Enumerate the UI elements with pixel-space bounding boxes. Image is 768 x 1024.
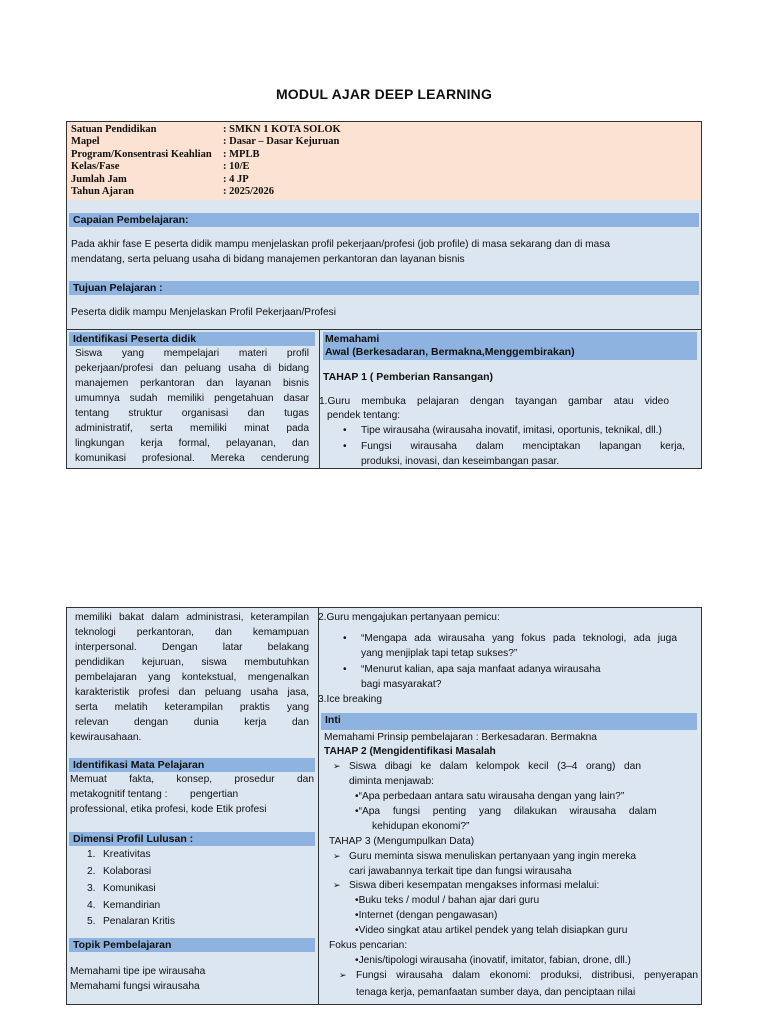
topik-header: Topik Pembelajaran (69, 938, 315, 952)
peserta-continuation-last: kewirausahaan. (70, 732, 142, 743)
column-divider (318, 608, 319, 1004)
question-2: bagi masyarakat? (361, 679, 442, 690)
dimensi-item: Kemandirian (103, 900, 161, 911)
tahap2-item: diminta menjawab: (349, 776, 434, 787)
identifikasi-peserta-header: Identifikasi Peserta didik (69, 332, 315, 346)
tahap2-item: Siswa dibagi ke dalam kelompok kecil (3–4 orang) dan (349, 761, 641, 772)
step1-text: 1.Guru membuka pelajaran dengan tayangan gambar atau video (319, 396, 669, 407)
page1-table (66, 121, 702, 469)
list-number: 2. (87, 866, 96, 877)
identity-block: Satuan Pendidikan : SMKN 1 KOTA SOLOK Mapel : Dasar – Dasar Kejuruan Program/Konsentrasi Keahlian : MPLB Kelas/Fase : 10/E Jumlah Jam : 4 JP Tahun Ajaran : 2025/2026 (67, 122, 701, 200)
inti-header: Inti (321, 713, 697, 730)
arrow-bullet-icon: ➢ (333, 880, 341, 890)
dimensi-item: Penalaran Kritis (103, 916, 175, 927)
fokus-item: •Jenis/tipologi wirausaha (inovatif, imitator, fabian, drone, dll.) (355, 955, 631, 966)
tahap2-question: •“Apa fungsi penting yang dilakukan wirausaha dalam (355, 806, 657, 817)
bullet-dot: • (343, 664, 347, 675)
arrow-bullet-icon: ➢ (333, 851, 341, 861)
memahami-header: Memahami Awal (Berkesadaran, Bermakna,Menggembirakan) (323, 332, 697, 360)
tujuan-header: Tujuan Pelajaran : (69, 281, 699, 295)
bullet-type: Tipe wirausaha (wirausaha inovatif, imitasi, oportunis, teknikal, dll.) (361, 425, 662, 436)
bullet-function: Fungsi wirausaha dalam menciptakan lapangan kerja, (361, 441, 685, 452)
mapel-line: Memuat fakta, konsep, prosedur dan (70, 774, 314, 785)
dimensi-item: Komunikasi (103, 883, 156, 894)
arrow-bullet-icon: ➢ (333, 761, 341, 771)
tahap3-function: tenaga kerja, pemanfaatan sumber daya, dan penciptaan nilai (356, 987, 636, 998)
dimensi-item: Kolaborasi (103, 866, 152, 877)
step1-text: pendek tentang: (327, 410, 401, 421)
tahap1-heading: TAHAP 1 ( Pemberian Ransangan) (323, 371, 493, 383)
bullet-dot: • (343, 633, 347, 644)
bullet-dot: • (343, 425, 347, 436)
tahap3-item: Guru meminta siswa menuliskan pertanyaan yang ingin mereka (349, 851, 637, 862)
mapel-line: professional, etika profesi, kode Etik profesi (70, 804, 267, 815)
question-1: “Mengapa ada wirausaha yang fokus pada teknologi, ada juga (361, 633, 677, 644)
bullet-function: produksi, inovasi, dan keseimbangan pasar. (361, 456, 560, 467)
topik-item: Memahami tipe ipe wirausaha (70, 966, 206, 977)
tahap2-question: kehidupan ekonomi?” (372, 821, 470, 832)
step3-text: 3.Ice breaking (318, 694, 382, 705)
tahap3-source: •Internet (dengan pengawasan) (355, 910, 498, 921)
capaian-line: Pada akhir fase E peserta didik mampu menjelaskan profil pekerjaan/profesi (job profile) di masa sekarang dan di masa (71, 239, 611, 250)
mapel-line: metakognitif tentang : pengertian (70, 789, 239, 800)
capaian-header: Capaian Pembelajaran: (69, 213, 699, 227)
tahap3-item: Siswa diberi kesempatan mengakses informasi melalui: (349, 880, 600, 891)
page2-table (66, 607, 702, 1005)
question-1: yang menjiplak tapi tetap sukses?” (361, 648, 518, 659)
tahap3-item: cari jawabannya terkait tipe dan fungsi wirausaha (349, 866, 572, 877)
tahap2-question: •“Apa perbedaan antara satu wirausaha dengan yang lain?” (355, 791, 625, 802)
identifikasi-peserta-text: Siswa yang mempelajari materi profil pekerjaan/profesi dan peluang usaha di bidang manajemen perkantoran dan layanan bisnis umumnya sudah memiliki pengetahuan dasar tentang struktur organisasi dan tugas administratif, serta memiliki minat pada lingkungan kerja formal, pelayanan, dan komunikasi profesional. Mereka cenderung (75, 348, 309, 464)
list-number: 4. (87, 900, 96, 911)
list-number: 3. (87, 883, 96, 894)
dimensi-header: Dimensi Profil Lulusan : (69, 832, 315, 846)
topik-item: Memahami fungsi wirausaha (70, 981, 200, 992)
identifikasi-mapel-header: Identifikasi Mata Pelajaran (69, 758, 315, 772)
question-2: “Menurut kalian, apa saja manfaat adanya wirausaha (361, 664, 601, 675)
inti-text: Memahami Prinsip pembelajaran : Berkesadaran. Bermakna (324, 732, 597, 743)
fokus-label: Fokus pencarian: (329, 940, 408, 951)
tahap3-function: Fungsi wirausaha dalam ekonomi: produksi, distribusi, penyerapan (356, 970, 698, 981)
tahap3-heading: TAHAP 3 (Mengumpulkan Data) (329, 836, 475, 847)
arrow-bullet-icon: ➢ (339, 970, 347, 980)
list-number: 5. (87, 916, 96, 927)
tahap3-source: •Buku teks / modul / bahan ajar dari guru (355, 895, 540, 906)
capaian-line: mendatang, serta peluang usaha di bidang manajemen perkantoran dan layanan bisnis (71, 254, 465, 265)
step2-text: 2.Guru mengajukan pertanyaan pemicu: (318, 612, 500, 623)
tahap2-heading: TAHAP 2 (Mengidentifikasi Masalah (324, 746, 496, 757)
peserta-continuation: memiliki bakat dalam administrasi, keterampilan teknologi perkantoran, dan kemampuan interpersonal. Dengan latar belakang pendidikan kejuruan, siswa membutuhkan pembelajaran yang kontekstual, mengenalkan karakteristik profesi dan peluang usaha jasa, serta melatih keterampilan praktis yang relevan dengan dunia kerja dan (75, 612, 309, 728)
document-title: MODUL AJAR DEEP LEARNING (275, 86, 493, 102)
dimensi-item: Kreativitas (103, 849, 151, 860)
tahap3-source: •Video singkat atau artikel pendek yang telah disiapkan guru (355, 925, 628, 936)
bullet-dot: • (343, 441, 347, 452)
row-divider (67, 329, 701, 330)
list-number: 1. (87, 849, 96, 860)
tujuan-text: Peserta didik mampu Menjelaskan Profil Pekerjaan/Profesi (71, 307, 336, 318)
